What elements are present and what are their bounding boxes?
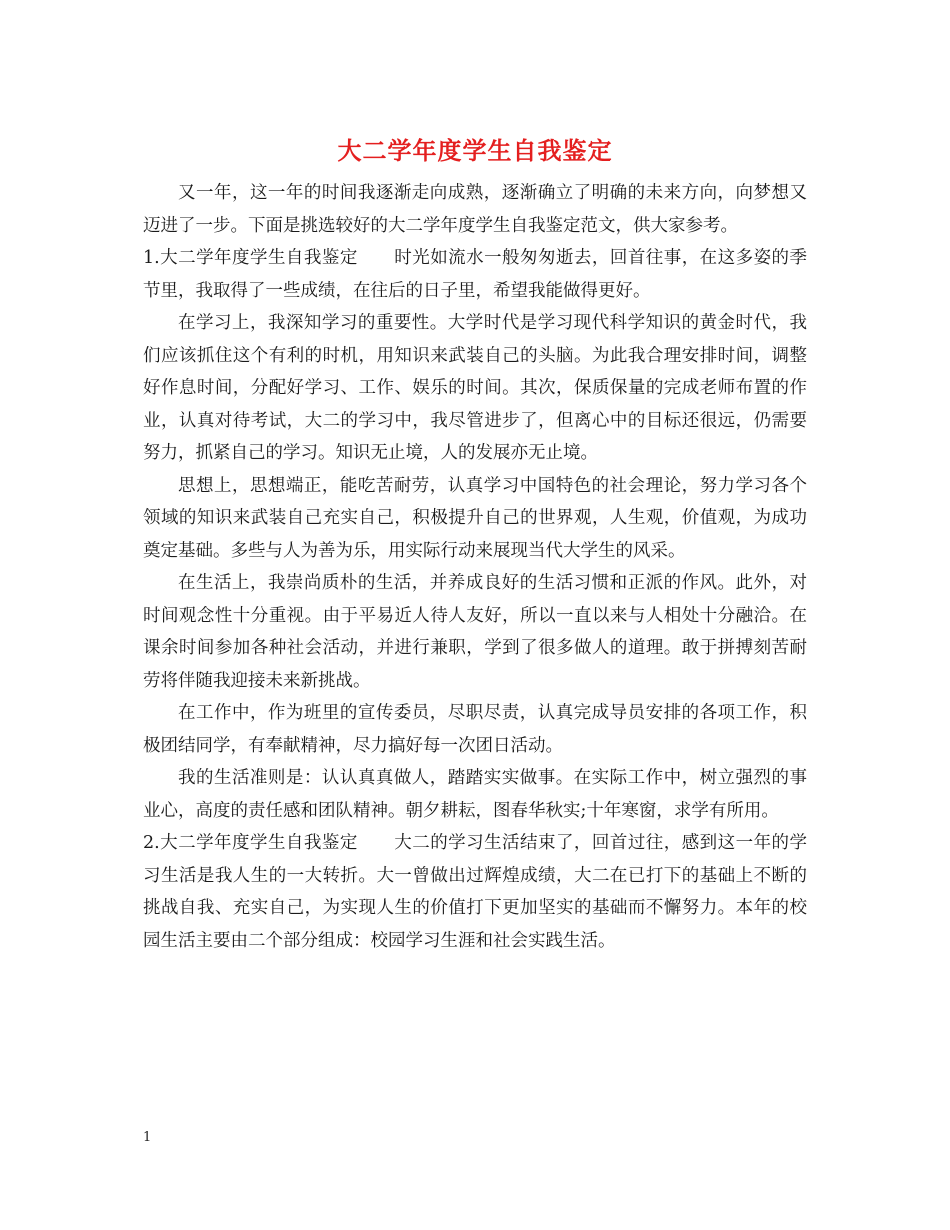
principle-paragraph: 我的生活准则是：认认真真做人，踏踏实实做事。在实际工作中，树立强烈的事业心，高度的责任感和团队精神。朝夕耕耘，图春华秋实;十年寒窗，求学有所用。 [143,768,807,821]
document-body [143,177,807,957]
work-paragraph: 在工作中，作为班里的宣传委员，尽职尽责，认真完成导员安排的各项工作，积极团结同学，有奉献精神，尽力搞好每一次团日活动。 [143,703,807,756]
section-1-lead: 时光如流水一般匆匆逝去，回首往事，在这多姿的季节里，我取得了一些成绩，在往后的日子里，希望我能做得更好。 [143,248,808,301]
intro-paragraph: 又一年，这一年的时间我逐渐走向成熟，逐渐确立了明确的未来方向，向梦想又迈进了一步。下面是挑选较好的大二学年度学生自我鉴定范文，供大家参考。 [143,183,807,236]
section-1-paragraph [143,242,807,307]
section-2-lead: 大二的学习生活结束了，回首过往，感到这一年的学习生活是我人生的一大转折。大一曾做出过辉煌成绩，大二在已打下的基础上不断的挑战自我、充实自己，为实现人生的价值打下更加坚实的基础而不懈努力。本年的校园生活主要由二个部分组成：校园学习生涯和社会实践生活。 [143,833,808,951]
section-2-heading: 2.大二学年度学生自我鉴定 [143,833,358,853]
document-title: 大二学年度学生自我鉴定 [337,136,613,165]
life-paragraph: 在生活上，我崇尚质朴的生活，并养成良好的生活习惯和正派的作风。此外，对时间观念性十分重视。由于平易近人待人友好，所以一直以来与人相处十分融洽。在课余时间参加各种社会活动，并进行兼职，学到了很多做人的道理。敢于拼搏刻苦耐劳将伴随我迎接未来新挑战。 [143,573,807,691]
page-number: 1 [143,1130,152,1145]
section-1-heading: 1.大二学年度学生自我鉴定 [143,248,358,268]
study-paragraph: 在学习上，我深知学习的重要性。大学时代是学习现代科学知识的黄金时代，我们应该抓住这个有利的时机，用知识来武装自己的头脑。为此我合理安排时间，调整好作息时间，分配好学习、工作、娱乐的时间。其次，保质保量的完成老师布置的作业，认真对待考试，大二的学习中，我尽管进步了，但离心中的目标还很远，仍需要努力，抓紧自己的学习。知识无止境，人的发展亦无止境。 [143,313,807,463]
section-2-paragraph [143,827,807,957]
thought-paragraph: 思想上，思想端正，能吃苦耐劳，认真学习中国特色的社会理论，努力学习各个领域的知识来武装自己充实自己，积极提升自己的世界观，人生观，价值观，为成功奠定基础。多些与人为善为乐，用实际行动来展现当代大学生的风采。 [143,475,807,561]
